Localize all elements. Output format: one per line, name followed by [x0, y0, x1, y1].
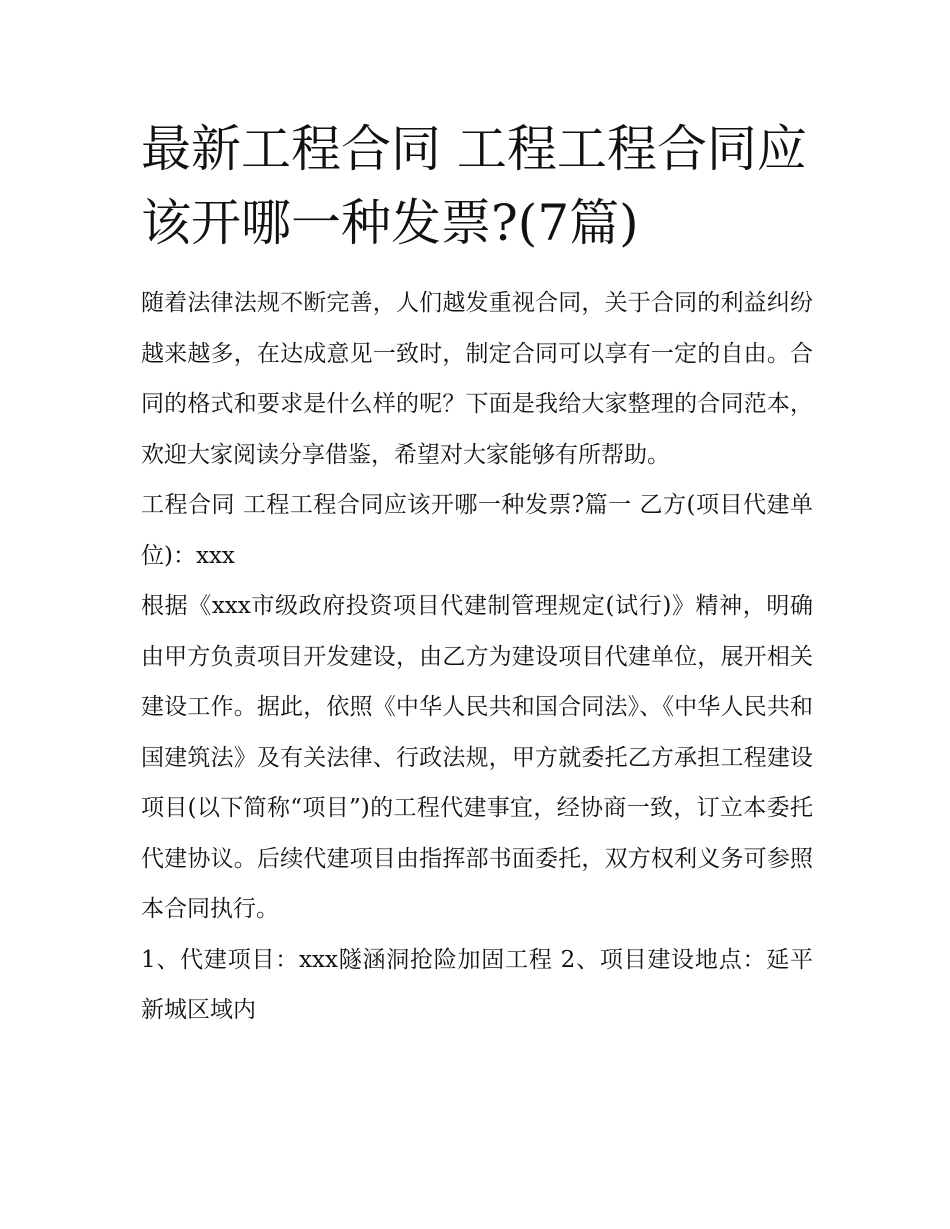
contract-basis-paragraph: 根据《xxx市级政府投资项目代建制管理规定(试行)》精神，明确由甲方负责项目开发建设，由乙方为建设项目代建单位，展开相关建设工作。据此，依照《中华人民共和国合同法》、《中华人民共和国建筑法》及有关法律、行政法规，甲方就委托乙方承担工程建设项目(以下简称“项目”)的工程代建事宜，经协商一致，订立本委托代建协议。后续代建项目由指挥部书面委托，双方权利义务可参照本合同执行。: [141, 593, 813, 922]
section-heading-paragraph: 工程合同 工程工程合同应该开哪一种发票?篇一 乙方(项目代建单位)：xxx: [141, 492, 813, 569]
intro-paragraph: 随着法律法规不断完善，人们越发重视合同，关于合同的利益纠纷越来越多，在达成意见一致时，制定合同可以享有一定的自由。合同的格式和要求是什么样的呢？下面是我给大家整理的合同范本，欢迎大家阅读分享借鉴，希望对大家能够有所帮助。: [141, 290, 813, 468]
project-info-paragraph: 1、代建项目：xxx隧涵洞抢险加固工程 2、项目建设地点：延平新城区域内: [141, 946, 813, 1023]
document-title: 最新工程合同 工程工程合同应该开哪一种发票?(7篇): [141, 120, 807, 252]
document-body: [141, 112, 813, 1036]
